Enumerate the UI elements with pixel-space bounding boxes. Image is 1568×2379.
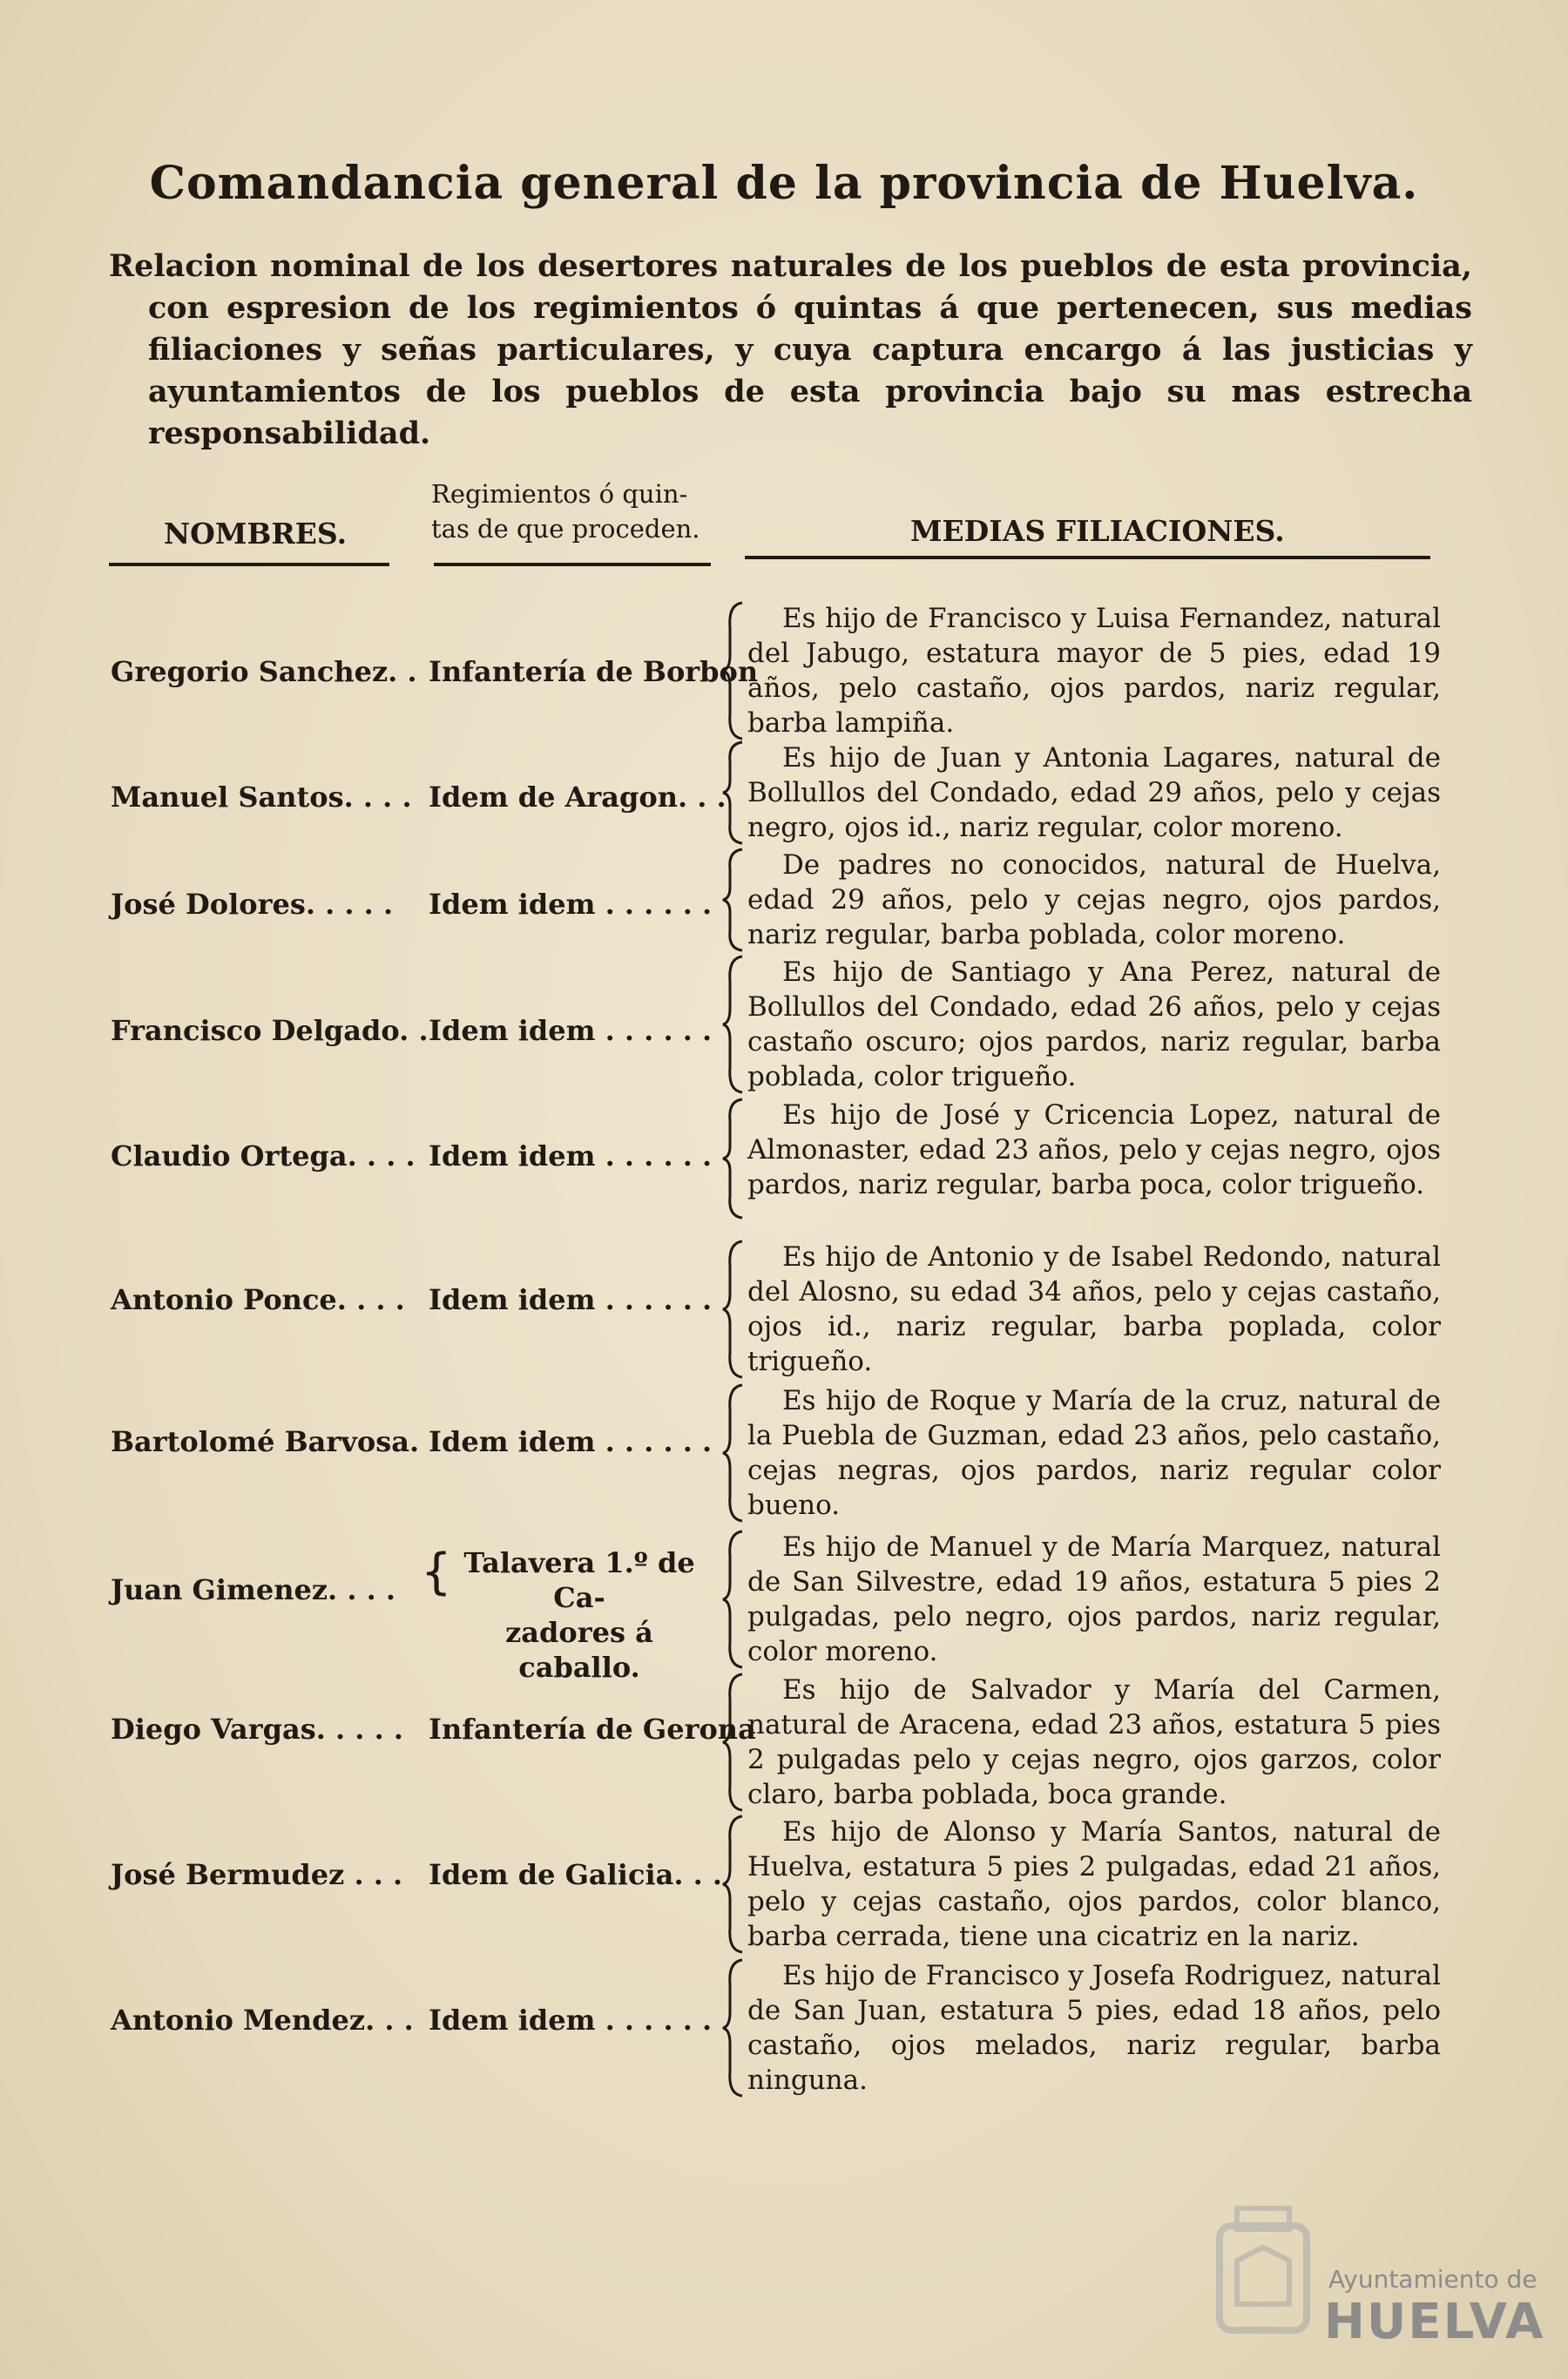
- deserter-name: José Bermudez . . .: [111, 1858, 403, 1891]
- deserter-regiment: Idem idem . . . . . .: [429, 1014, 713, 1047]
- brace-icon: [721, 955, 747, 1094]
- brace-icon: [721, 1673, 747, 1812]
- deserter-regiment: Idem idem . . . . . .: [429, 2004, 713, 2037]
- deserter-regiment: Idem de Galicia. . .: [429, 1858, 723, 1891]
- regiment-line2: zadores á caballo.: [505, 1616, 653, 1684]
- deserter-regiment: [440, 1545, 719, 1685]
- column-header-names: NOMBRES.: [164, 517, 348, 551]
- table-row: [0, 848, 1568, 952]
- deserter-regiment: Infantería de Borbon: [429, 655, 759, 688]
- deserter-description: De padres no conocidos, natural de Huelva, edad 29 años, pelo y cejas negro, ojos pardos, nariz regular, barba poblada, color moreno.: [747, 849, 1441, 950]
- column-header-regiment-line2: tas de que proceden.: [431, 514, 700, 544]
- deserter-description: Es hijo de José y Cricencia Lopez, natural de Almonaster, edad 23 años, pelo y cejas negro, ojos pardos, nariz regular, barba poca, color trigueño.: [747, 1099, 1441, 1200]
- deserter-description: Es hijo de Francisco y Josefa Rodriguez, natural de San Juan, estatura 5 pies, edad 18 años, pelo castaño, ojos melados, nariz regular, barba ninguna.: [747, 1960, 1441, 2096]
- table-row: [0, 1815, 1568, 1954]
- column-header-filiations: MEDIAS FILIACIONES.: [910, 514, 1285, 548]
- table-row: [0, 1098, 1568, 1237]
- deserter-name: Gregorio Sanchez. .: [111, 655, 417, 688]
- deserter-name: Bartolomé Barvosa.: [111, 1425, 420, 1458]
- watermark-line2: HUELVA: [1324, 2294, 1545, 2350]
- deserter-description: Es hijo de Roque y María de la cruz, natural de la Puebla de Guzman, edad 23 años, pelo castaño, cejas negras, ojos pardos, nariz regular color bueno.: [747, 1385, 1441, 1521]
- brace-icon: [721, 601, 747, 740]
- brace-icon: [721, 1815, 747, 1954]
- deserter-description: Es hijo de Antonio y de Isabel Redondo, natural del Alosno, su edad 34 años, pelo y cejas castaño, ojos id., nariz regular, barba poplada, color trigueño.: [747, 1241, 1441, 1377]
- brace-icon: [721, 1530, 747, 1669]
- table-row: [0, 740, 1568, 845]
- deserter-regiment: Infantería de Gerona: [429, 1713, 756, 1746]
- watermark-line1: Ayuntamiento de: [1328, 2265, 1538, 2294]
- deserter-name: Antonio Ponce. . . .: [111, 1283, 405, 1316]
- page-title: Comandancia general de la provincia de Huelva.: [149, 157, 1419, 210]
- header-rule-regiment: [434, 563, 711, 566]
- table-row: [0, 1240, 1568, 1379]
- regiment-line1: Talavera 1.º de Ca-: [463, 1546, 695, 1614]
- deserter-name: Claudio Ortega. . . .: [111, 1139, 416, 1173]
- header-rule-names: [109, 563, 389, 566]
- deserter-name: Francisco Delgado. .: [111, 1014, 429, 1047]
- table-row: [0, 1673, 1568, 1812]
- column-header-regiment-line1: Regimientos ó quin-: [431, 479, 688, 509]
- brace-icon: [721, 740, 747, 845]
- deserter-name: José Dolores. . . . .: [111, 888, 394, 921]
- brace-icon: [721, 1098, 747, 1220]
- deserter-regiment: Idem de Aragon. . .: [429, 781, 727, 814]
- table-row: [0, 601, 1568, 740]
- deserter-description: Es hijo de Juan y Antonia Lagares, natural de Bollullos del Condado, edad 29 años, pelo y cejas negro, ojos id., nariz regular, color moreno.: [747, 742, 1441, 843]
- deserter-name: Antonio Mendez. . .: [111, 2004, 414, 2037]
- brace-icon: [721, 1958, 747, 2098]
- deserter-regiment: Idem idem . . . . . .: [429, 1283, 713, 1316]
- deserter-description: Es hijo de Santiago y Ana Perez, natural de Bollullos del Condado, edad 26 años, pelo y cejas castaño oscuro; ojos pardos, nariz regular, barba poblada, color trigueño.: [747, 956, 1441, 1092]
- deserter-name: Diego Vargas. . . . .: [111, 1713, 403, 1746]
- table-row: [0, 1383, 1568, 1523]
- deserter-regiment: Idem idem . . . . . .: [429, 1139, 713, 1173]
- deserter-description: Es hijo de Francisco y Luisa Fernandez, natural del Jabugo, estatura mayor de 5 pies, edad 19 años, pelo castaño, ojos pardos, nariz regular, barba lampiña.: [747, 603, 1441, 739]
- deserter-description: Es hijo de Alonso y María Santos, natural de Huelva, estatura 5 pies 2 pulgadas, edad 21 años, pelo y cejas castaño, ojos pardos, color blanco, barba cerrada, tiene una cicatriz en la nariz.: [747, 1816, 1441, 1952]
- deserter-name: Juan Gimenez. . . .: [111, 1573, 396, 1606]
- brace-icon: [721, 1240, 747, 1379]
- header-rule-filiations: [745, 556, 1430, 559]
- table-row: [0, 1530, 1568, 1684]
- brace-icon: [721, 848, 747, 952]
- brace-icon: [721, 1383, 747, 1523]
- intro-paragraph: Relacion nominal de los desertores naturales de los pueblos de esta provincia, con espresion de los regimientos ó quintas á que pertenecen, sus medias filiaciones y señas particulares, y cuya captura encargo á las justicias y ayuntamientos de los pueblos de esta provincia bajo su mas estrecha responsabilidad.: [109, 248, 1472, 451]
- table-row: [0, 955, 1568, 1094]
- deserter-description: Es hijo de Salvador y María del Carmen, natural de Aracena, edad 23 años, estatura 5 pies 2 pulgadas pelo y cejas negro, ojos garzos, color claro, barba poblada, boca grande.: [747, 1674, 1441, 1810]
- deserter-regiment: Idem idem . . . . . .: [429, 1425, 713, 1458]
- small-brace-icon: {: [421, 1544, 452, 1600]
- deserter-description: Es hijo de Manuel y de María Marquez, natural de San Silvestre, edad 19 años, estatura 5 pies 2 pulgadas, pelo negro, ojos pardos, nariz regular, color moreno.: [747, 1531, 1441, 1667]
- table-row: [0, 1958, 1568, 2098]
- deserter-regiment: Idem idem . . . . . .: [429, 888, 713, 921]
- deserter-name: Manuel Santos. . . .: [111, 781, 412, 814]
